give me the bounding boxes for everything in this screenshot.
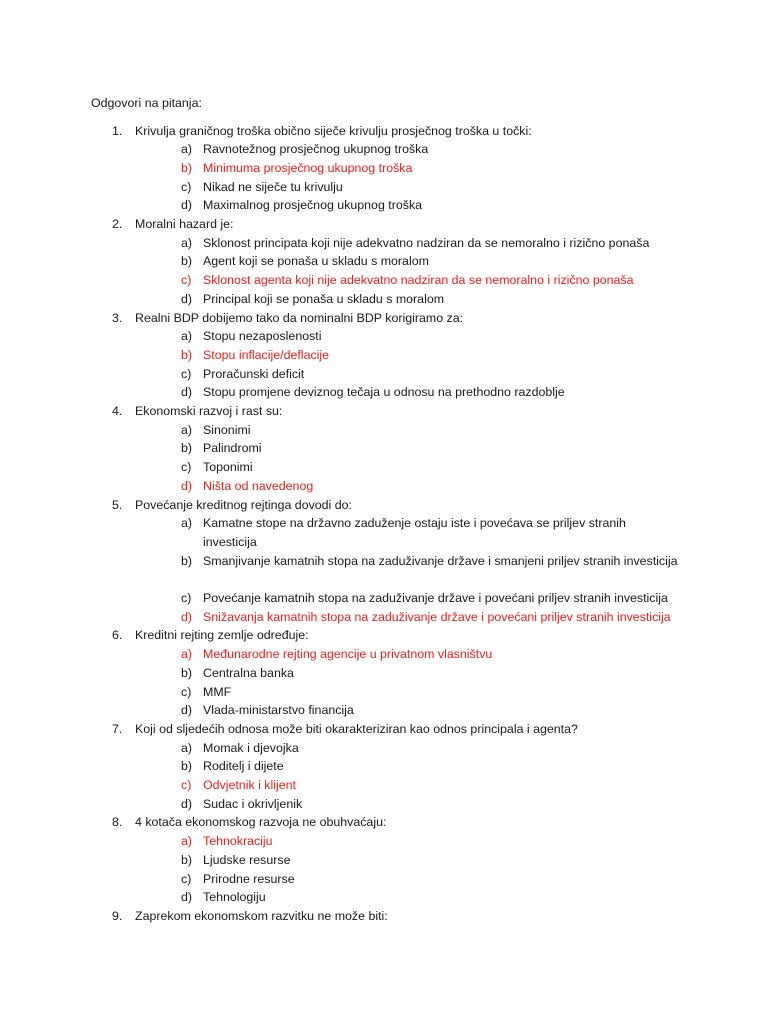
option-text: Kamatne stope na državno zaduženje ostaju iste i povećava se priljev stranih investicija bbox=[203, 516, 626, 549]
option-text: Povećanje kamatnih stopa na zaduživanje države i povećani priljev stranih investicija bbox=[203, 591, 668, 605]
option-text: Agent koji se ponaša u skladu s moralom bbox=[203, 254, 429, 269]
option-text: Ljudske resurse bbox=[203, 852, 291, 867]
question-number: 1. bbox=[112, 123, 123, 138]
option-letter: d) bbox=[181, 291, 193, 306]
option-text: Odvjetnik i klijent bbox=[203, 778, 296, 792]
option-text: Maximalnog prosječnog ukupnog troška bbox=[203, 198, 423, 213]
option-letter: a) bbox=[181, 142, 193, 157]
option-text: Snižavanja kamatnih stopa na zaduživanje države i povećani priljev stranih investicija bbox=[203, 609, 671, 624]
question-number: 6. bbox=[112, 628, 123, 643]
option-letter: b) bbox=[181, 852, 193, 867]
option-letter: b) bbox=[181, 665, 193, 680]
option-letter: b) bbox=[181, 347, 193, 362]
option-letter: a) bbox=[181, 329, 193, 344]
option-letter: d) bbox=[181, 890, 193, 905]
option-letter: a) bbox=[181, 740, 193, 755]
question-text: Povećanje kreditnog rejtinga dovodi do: bbox=[135, 497, 352, 512]
option-text: Sinonimi bbox=[203, 422, 251, 437]
option-text: Stopu nezaposlenosti bbox=[203, 329, 322, 344]
option-letter: b) bbox=[181, 759, 193, 774]
option-text: Minimuma prosječnog ukupnog troška bbox=[203, 160, 413, 175]
option-text: Prirodne resurse bbox=[203, 871, 295, 886]
option-letter: c) bbox=[181, 273, 192, 288]
question-text: Realni BDP dobijemo tako da nominalni BDP korigiramo za: bbox=[135, 310, 464, 325]
option-text: Međunarodne rejting agencije u privatnom vlasništvu bbox=[203, 647, 493, 662]
question-number: 5. bbox=[112, 497, 123, 512]
option-text: MMF bbox=[203, 684, 232, 699]
question-text: Zaprekom ekonomskom razvitku ne može biti: bbox=[135, 908, 388, 923]
option-letter: d) bbox=[181, 703, 193, 718]
option-text: Stopu inflacije/deflacije bbox=[203, 347, 330, 362]
page-heading: Odgovori na pitanja: bbox=[91, 96, 202, 110]
option-letter: c) bbox=[181, 778, 192, 792]
option-text: Nikad ne siječe tu krivulju bbox=[203, 179, 343, 194]
question-number: 2. bbox=[112, 217, 123, 231]
option-text: Palindromi bbox=[203, 441, 262, 456]
option-letter: c) bbox=[181, 684, 192, 699]
option-text: Sklonost principata koji nije adekvatno nadziran da se nemoralno i rizično ponaša bbox=[203, 235, 650, 250]
question-number: 8. bbox=[112, 815, 123, 830]
option-text: Tehnologiju bbox=[203, 890, 266, 905]
question-number: 7. bbox=[112, 721, 123, 736]
option-text: Ravnotežnog prosječnog ukupnog troška bbox=[203, 142, 429, 157]
option-letter: c) bbox=[181, 871, 192, 886]
question-text: Koji od sljedećih odnosa može biti okarakteriziran kao odnos principala i agenta? bbox=[135, 721, 578, 736]
option-text: Sudac i okrivljenik bbox=[203, 796, 303, 811]
option-letter: c) bbox=[181, 460, 192, 475]
option-letter: b) bbox=[181, 160, 193, 175]
question-text: Krivulja graničnog troška obično siječe krivulju prosječnog troška u točki: bbox=[135, 123, 532, 138]
option-letter: a) bbox=[181, 647, 193, 662]
option-text: Roditelj i dijete bbox=[203, 759, 284, 774]
option-letter: d) bbox=[181, 796, 193, 811]
option-letter: d) bbox=[181, 478, 193, 493]
option-text: Stopu promjene deviznog tečaja u odnosu na prethodno razdoblje bbox=[203, 385, 565, 400]
option-text: Principal koji se ponaša u skladu s moralom bbox=[203, 291, 445, 306]
option-letter: a) bbox=[181, 516, 193, 531]
option-letter: a) bbox=[181, 235, 193, 250]
option-text: Ništa od navedenog bbox=[203, 478, 314, 493]
question-number: 3. bbox=[112, 310, 123, 325]
option-letter: d) bbox=[181, 198, 193, 213]
question-number: 4. bbox=[112, 404, 123, 418]
option-text: Momak i djevojka bbox=[203, 740, 299, 755]
option-text: Sklonost agenta koji nije adekvatno nadziran da se nemoralno i rizično ponaša bbox=[203, 273, 634, 288]
option-letter: c) bbox=[181, 366, 192, 381]
option-letter: a) bbox=[181, 422, 193, 437]
option-letter: b) bbox=[181, 553, 193, 568]
option-text: Smanjivanje kamatnih stopa na zaduživanje države i smanjeni priljev stranih investicija bbox=[203, 553, 678, 568]
option-text: Centralna banka bbox=[203, 665, 294, 680]
question-text: Kreditni rejting zemlje određuje: bbox=[135, 628, 309, 643]
option-letter: b) bbox=[181, 441, 193, 456]
option-text: Toponimi bbox=[203, 460, 253, 475]
question-number: 9. bbox=[112, 908, 123, 923]
option-text: Proračunski deficit bbox=[203, 366, 305, 381]
option-letter: d) bbox=[181, 609, 193, 624]
question-text: Ekonomski razvoj i rast su: bbox=[135, 404, 283, 418]
option-letter: a) bbox=[181, 834, 193, 849]
option-text: Vlada-ministarstvo financija bbox=[203, 703, 354, 718]
question-text: 4 kotača ekonomskog razvoja ne obuhvaćaju: bbox=[135, 815, 387, 830]
option-letter: b) bbox=[181, 254, 193, 269]
option-letter: c) bbox=[181, 591, 192, 605]
option-letter: c) bbox=[181, 179, 192, 194]
option-text: Tehnokraciju bbox=[203, 834, 273, 849]
option-letter: d) bbox=[181, 385, 193, 400]
question-text: Moralni hazard je: bbox=[135, 217, 234, 231]
